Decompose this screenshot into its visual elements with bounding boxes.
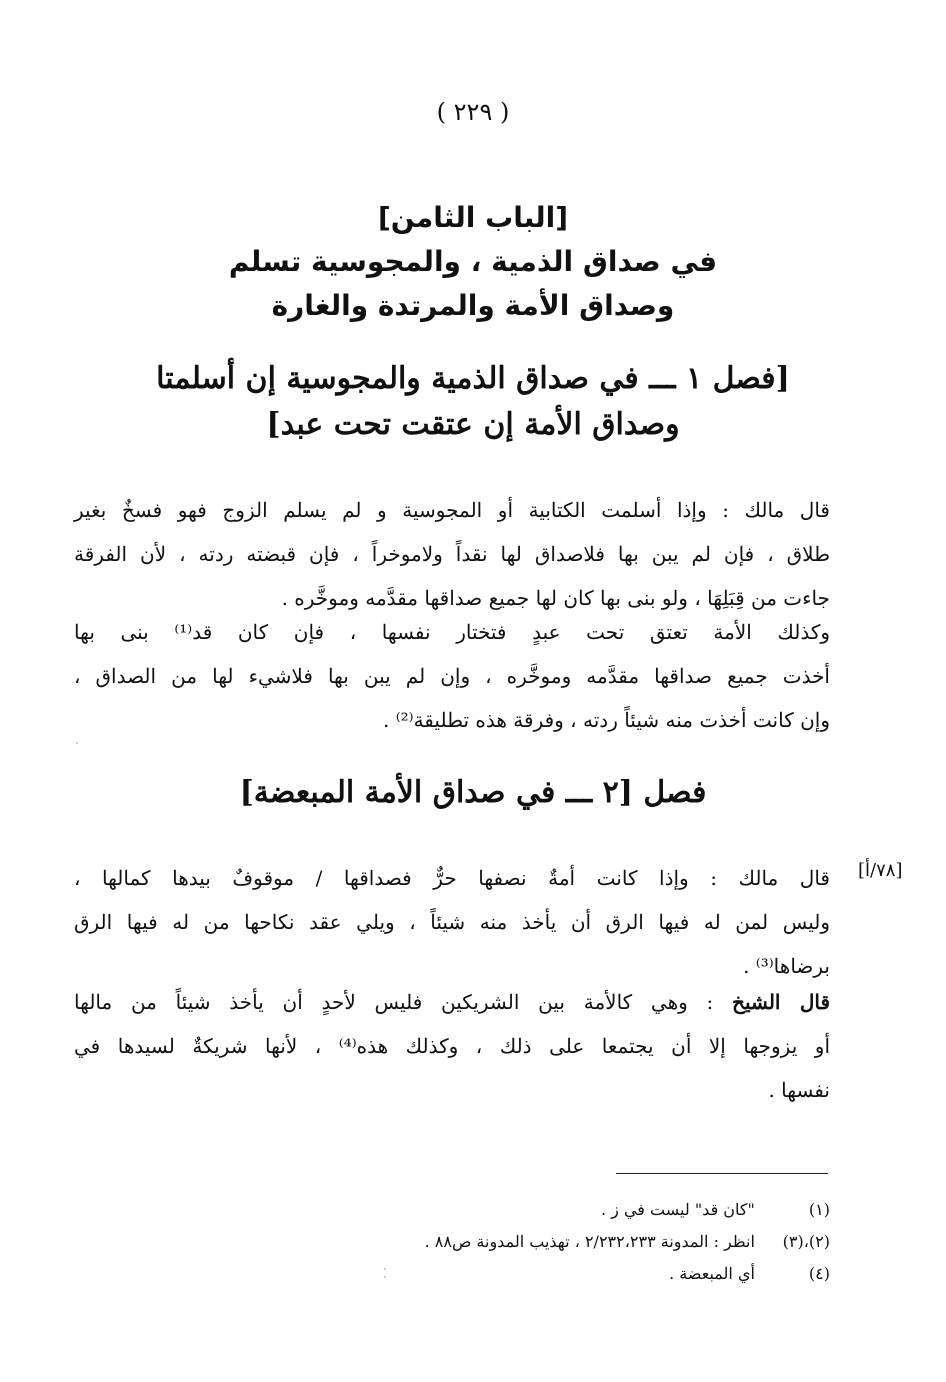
footnote-text: أي المبعضة . [669,1264,755,1283]
chapter-heading [150,196,796,328]
paragraph-3 [74,856,830,988]
page-number: ( ٢٢٩ ) [436,98,510,126]
footnote-text: انظر : المدونة ٢/٢٣٢،٢٣٣ ، تهذيب المدونة ص٨٨ . [424,1232,755,1251]
scan-speck [76,742,78,744]
footnotes [130,1194,830,1290]
footnote-number: (٢)،(٣) [782,1232,830,1251]
footnote-item [130,1258,830,1290]
footnote-text: "كان قد" ليست في ز . [600,1200,755,1219]
paragraph-3-line: برضاها⁽³⁾ . [743,954,830,978]
scan-speck [384,1276,386,1278]
paragraph-1-line: جاءت من قِبَلِهَا ، ولو بنى بها كان لها جميع صداقها مقدَّمه وموخَّره . [281,586,830,610]
paragraph-3-line: قال مالك : وإذا كانت أمةٌ نصفها حرٌّ فصداقها / موقوفٌ بيدها كمالها ، [74,866,830,890]
paragraph-4-line-text: : وهي كالأمة بين الشريكين فليس لأحدٍ أن يأخذ شيئاً من مالها [74,990,733,1014]
paragraph-1-line: طلاق ، فإن لم يبن بها فلاصداق لها نقداً ولاموخراً ، فإن قبضته ردته ، لأن الفرقة [74,542,830,566]
chapter-title: [الباب الثامن] [377,201,569,234]
chapter-subtitle-line-2: وصداق الأمة والمرتدة والغارة [271,289,675,322]
chapter-subtitle-line-1: في صداق الذمية ، والمجوسية تسلم [228,245,718,278]
paragraph-4-line: نفسها . [768,1078,830,1102]
paragraph-2-line: أخذت جميع صداقها مقدَّمه وموخَّره ، وإن لم يبن بها فلاشيء لها من الصداق ، [74,664,830,688]
scan-speck [384,1268,386,1270]
section-1-heading-line-2: وصداق الأمة إن عتقت تحت عبد] [266,407,680,442]
section-2-heading [100,770,846,816]
section-2-heading-line-1: فصل [٢ ـــ في صداق الأمة المبعضة] [239,775,707,810]
paragraph-2-line: وكذلك الأمة تعتق تحت عبدٍ فتختار نفسها ، فإن كان قد⁽¹⁾ بنى بها [74,620,831,644]
paragraph-4-lead: قال الشيخ [732,990,831,1014]
footnote-item [130,1194,830,1226]
manuscript-folio-ref: [٧٨/أ] [858,860,903,881]
paragraph-4 [74,980,830,1112]
paragraph-4-line [74,980,830,1024]
paragraph-2-line: وإن كانت أخذت منه شيئاً ردته ، وفرقة هذه تطليقة⁽²⁾ . [383,708,830,732]
paragraph-4-line: أو يزوجها إلا أن يجتمعا على ذلك ، وكذلك هذه⁽⁴⁾ ، لأنها شريكةٌ لسيدها في [74,1034,831,1058]
paragraph-1-line: قال مالك : وإذا أسلمت الكتابية أو المجوسية و لم يسلم الزوج فهو فسخٌ بغير [74,498,830,522]
paragraph-3-line: وليس لمن له فيها الرق أن يأخذ منه شيئاً ، ويلي عقد نكاحها من له فيها الرق [74,910,830,934]
paragraph-1 [74,488,830,620]
footnote-divider [616,1173,828,1174]
paragraph-2 [74,610,830,742]
footnote-number: (١) [808,1200,830,1219]
section-1-heading [100,356,846,448]
footnote-item [130,1226,830,1258]
section-1-heading-line-1: [فصل ١ ـــ في صداق الذمية والمجوسية إن أسلمتا [156,361,790,396]
footnote-number: (٤) [808,1264,830,1283]
